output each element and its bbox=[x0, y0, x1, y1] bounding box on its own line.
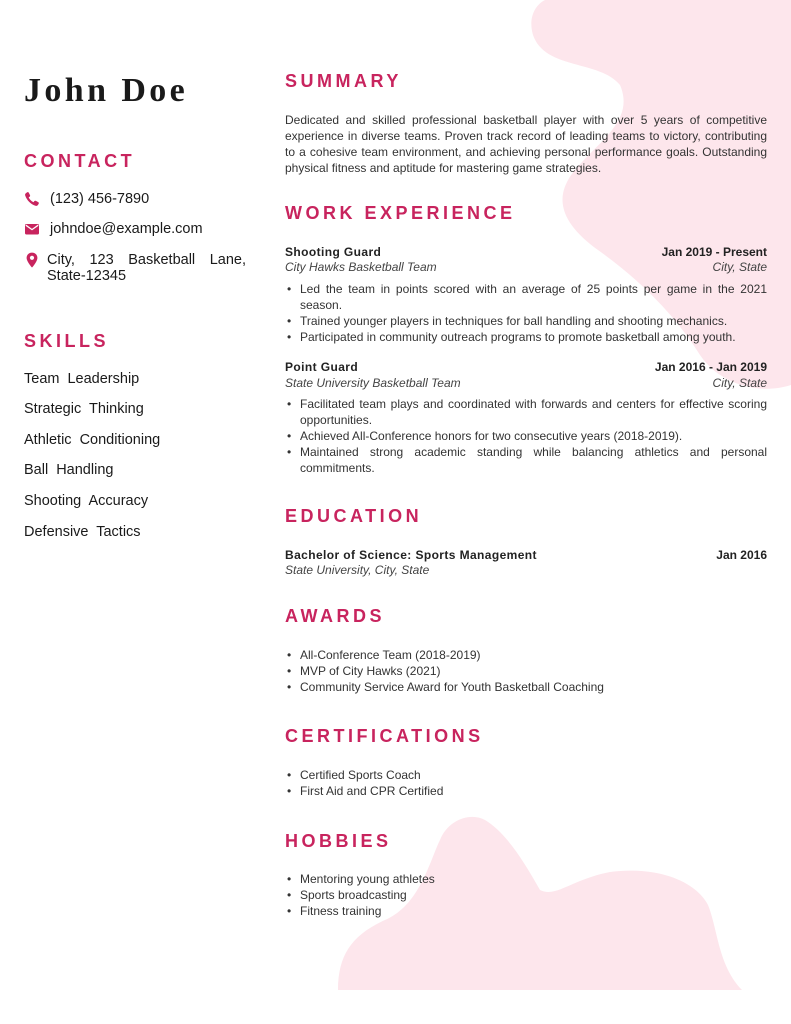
skill-item: Strategic Thinking bbox=[24, 401, 144, 417]
summary-heading: SUMMARY bbox=[285, 71, 402, 91]
job-organization: State University Basketball Team bbox=[285, 376, 461, 390]
skill-item: Ball Handling bbox=[24, 462, 114, 478]
list-item: • Trained younger players in techniques for ball handling and shooting mechanics. bbox=[285, 313, 767, 329]
awards-list bbox=[285, 647, 767, 695]
graduation-date: Jan 2016 bbox=[716, 548, 767, 562]
location-pin-icon bbox=[24, 252, 40, 268]
job-dates: Jan 2019 - Present bbox=[661, 245, 767, 259]
phone-number: (123) 456-7890 bbox=[50, 191, 150, 207]
job-organization: City Hawks Basketball Team bbox=[285, 260, 437, 274]
contact-heading: CONTACT bbox=[24, 151, 136, 171]
phone-icon bbox=[24, 191, 40, 207]
degree-title: Bachelor of Science: Sports Management bbox=[285, 548, 537, 562]
list-item: • Facilitated team plays and coordinated with forwards and centers for effective scoring opportunities. bbox=[285, 396, 767, 428]
list-item: • Achieved All-Conference honors for two consecutive years (2018-2019). bbox=[285, 428, 767, 444]
education-heading: EDUCATION bbox=[285, 506, 423, 526]
skill-item: Athletic Conditioning bbox=[24, 432, 161, 448]
job-duties-list bbox=[285, 396, 767, 476]
list-item: • Participated in community outreach programs to promote basketball among youth. bbox=[285, 329, 767, 345]
certifications-heading: CERTIFICATIONS bbox=[285, 726, 484, 746]
address-text: City, 123 Basketball Lane, State-12345 bbox=[47, 252, 246, 284]
list-item: • MVP of City Hawks (2021) bbox=[285, 663, 767, 679]
list-item: • First Aid and CPR Certified bbox=[285, 783, 767, 799]
certifications-list bbox=[285, 767, 767, 799]
summary-text: Dedicated and skilled professional basketball player with over 5 years of competitive experience in diverse teams. Proven track record of leading teams to victory, contributing to a cohesive team environment, and achieving personal performance goals. Outstanding physical fitness and aptitude for mastering game strategies. bbox=[285, 113, 767, 175]
skills-heading: SKILLS bbox=[24, 331, 110, 351]
list-item: • Maintained strong academic standing while balancing athletics and personal commitments. bbox=[285, 444, 767, 476]
list-item: • Led the team in points scored with an average of 25 points per game in the 2021 season. bbox=[285, 281, 767, 313]
list-item: • Certified Sports Coach bbox=[285, 767, 767, 783]
skill-item: Defensive Tactics bbox=[24, 524, 141, 540]
work-experience-heading: WORK EXPERIENCE bbox=[285, 203, 516, 223]
envelope-icon bbox=[24, 221, 40, 237]
list-item: • Mentoring young athletes bbox=[285, 871, 767, 887]
list-item: • Fitness training bbox=[285, 903, 767, 919]
awards-heading: AWARDS bbox=[285, 606, 386, 626]
skill-item: Team Leadership bbox=[24, 371, 140, 387]
job-title: Shooting Guard bbox=[285, 245, 382, 259]
job-location: City, State bbox=[712, 376, 767, 390]
skill-item: Shooting Accuracy bbox=[24, 493, 149, 509]
job-title: Point Guard bbox=[285, 360, 359, 374]
hobbies-heading: HOBBIES bbox=[285, 831, 392, 851]
email-address: johndoe@example.com bbox=[50, 221, 203, 237]
list-item: • Community Service Award for Youth Basketball Coaching bbox=[285, 679, 767, 695]
candidate-name: John Doe bbox=[24, 72, 189, 109]
job-dates: Jan 2016 - Jan 2019 bbox=[654, 360, 767, 374]
list-item: • Sports broadcasting bbox=[285, 887, 767, 903]
job-duties-list bbox=[285, 281, 767, 345]
job-location: City, State bbox=[712, 260, 767, 274]
school-name: State University, City, State bbox=[285, 563, 430, 577]
list-item: • All-Conference Team (2018-2019) bbox=[285, 647, 767, 663]
hobbies-list bbox=[285, 871, 767, 919]
